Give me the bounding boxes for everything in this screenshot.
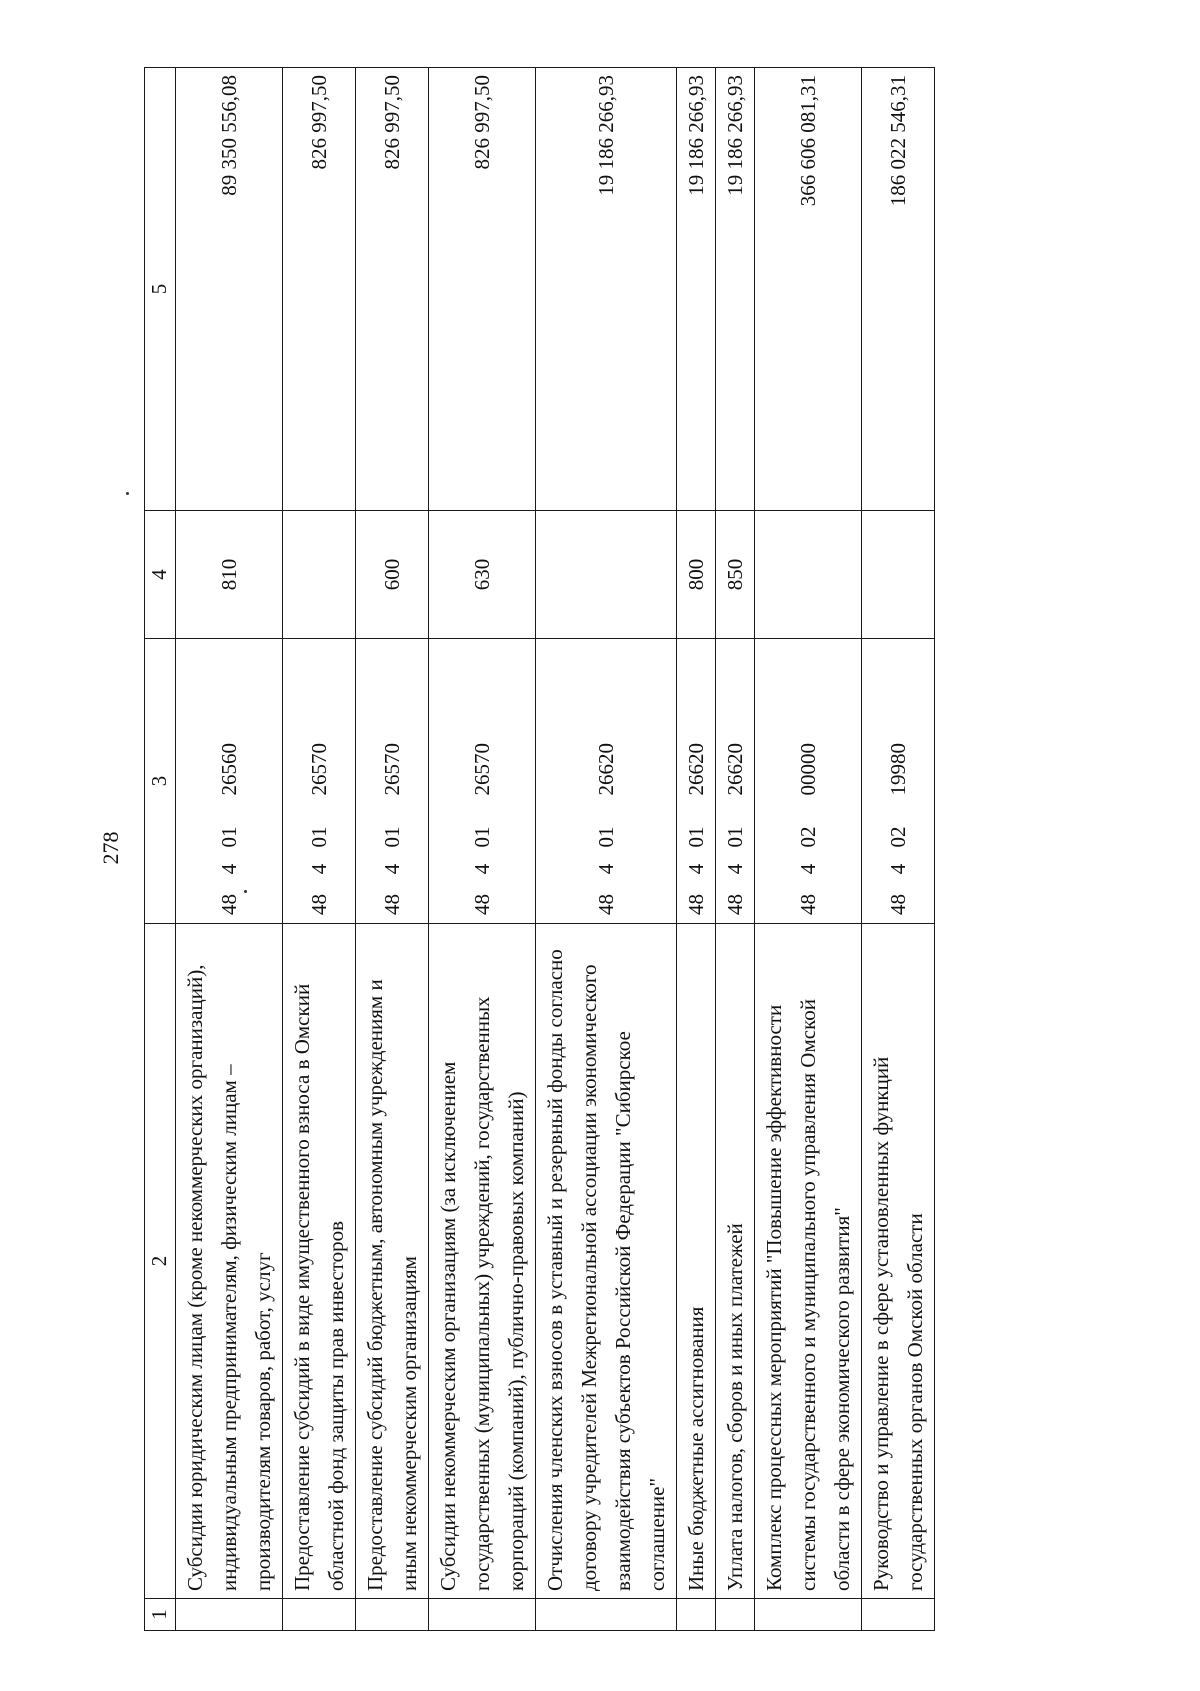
header-col-1: 1 [145,1599,176,1631]
type-code-cell [283,511,356,639]
code-part-4: 26570 [380,743,404,796]
type-code-cell: 600 [356,511,429,639]
amount-cell: 186 022 546,31 [862,68,935,511]
row-index-cell [536,1599,677,1631]
table-row [356,68,429,1631]
code-part-4: 26570 [470,743,494,796]
code-part-1: 48 [886,894,910,915]
code-part-4: 26620 [723,743,747,796]
code-part-4: 26620 [594,743,618,796]
code-cell [429,639,536,924]
code-part-3: 01 [380,826,404,848]
description-cell: Руководство и управление в сфере установленных функций государственных органов Омской области [862,924,935,1599]
description-cell: Комплекс процессных мероприятий "Повышение эффективности системы государственного и муниципального управления Омской области в сфере экономического развития" [755,924,862,1599]
code-part-1: 48 [307,894,331,915]
code-part-2: 4 [684,863,708,875]
row-index-cell [716,1599,755,1631]
code-part-2: 4 [796,863,820,875]
table-row [716,68,755,1631]
row-index-cell [755,1599,862,1631]
type-code-cell: 850 [716,511,755,639]
row-index-cell [862,1599,935,1631]
code-part-3: 01 [723,826,747,848]
code-cell [176,639,283,924]
code-part-1: 48 [217,894,241,915]
code-part-2: 4 [470,863,494,875]
code-part-2: 4 [380,863,404,875]
code-cell [755,639,862,924]
code-part-2: 4 [217,863,241,875]
code-part-4: 19980 [886,743,910,796]
page-number-text: 278 [98,831,123,865]
code-part-3: 01 [684,826,708,848]
type-code-cell [862,511,935,639]
code-part-1: 48 [380,894,404,915]
budget-table [144,67,935,1631]
code-part-3: 01 [594,826,618,848]
code-part-3: 01 [307,826,331,848]
code-part-1: 48 [684,894,708,915]
code-part-3: 01 [217,826,241,848]
header-col-5: 5 [145,68,176,511]
code-cell [536,639,677,924]
code-part-1: 48 [796,894,820,915]
code-part-1: 48 [723,894,747,915]
row-index-cell [356,1599,429,1631]
amount-cell: 89 350 556,08 [176,68,283,511]
amount-cell: 19 186 266,93 [536,68,677,511]
code-part-2: 4 [594,863,618,875]
row-index-cell [677,1599,716,1631]
description-cell: Предоставление субсидий бюджетным, автономным учреждениям и иным некоммерческим организациям [356,924,429,1599]
code-part-1: 48 [594,894,618,915]
page-number [96,818,126,878]
description-cell: Уплата налогов, сборов и иных платежей [716,924,755,1599]
row-index-cell [283,1599,356,1631]
code-part-3: 02 [796,826,820,848]
code-cell [677,639,716,924]
table-row [283,68,356,1631]
table-row [862,68,935,1631]
amount-cell: 366 606 081,31 [755,68,862,511]
description-cell: Отчисления членских взносов в уставный и резервный фонды согласно договору учредителей Межрегиональной ассоциации экономического взаимодействия субъектов Российской Федерации "Сибирское соглашение" [536,924,677,1599]
table-row [755,68,862,1631]
description-cell: Предоставление субсидий в виде имущественного взноса в Омский областной фонд защиты прав инвесторов [283,924,356,1599]
code-part-2: 4 [723,863,747,875]
type-code-cell: 810 [176,511,283,639]
type-code-cell [536,511,677,639]
table-row [677,68,716,1631]
amount-cell: 826 997,50 [429,68,536,511]
table-header-row [145,68,176,1631]
code-part-2: 4 [307,863,331,875]
code-part-4: 00000 [796,743,820,796]
code-part-3: 01 [470,826,494,848]
row-index-cell [176,1599,283,1631]
type-code-cell: 630 [429,511,536,639]
code-cell [356,639,429,924]
code-cell [862,639,935,924]
type-code-cell [755,511,862,639]
header-col-3: 3 [145,639,176,924]
scan-speck [126,492,129,495]
code-part-4: 26620 [684,743,708,796]
description-cell: Субсидии юридическим лицам (кроме некоммерческих организаций), индивидуальным предпринимателям, физическим лицам – производителям товаров, работ, услуг [176,924,283,1599]
code-part-3: 02 [886,826,910,848]
budget-table-container [144,68,989,1631]
table-row [176,68,283,1631]
header-col-2: 2 [145,924,176,1599]
code-part-4: 26570 [307,743,331,796]
code-part-1: 48 [470,894,494,915]
row-index-cell [429,1599,536,1631]
code-part-4: 26560 [217,743,241,796]
code-part-2: 4 [886,863,910,875]
code-cell [283,639,356,924]
table-row [429,68,536,1631]
table-row [536,68,677,1631]
amount-cell: 826 997,50 [356,68,429,511]
code-cell [716,639,755,924]
header-col-4: 4 [145,511,176,639]
amount-cell: 19 186 266,93 [677,68,716,511]
description-cell: Субсидии некоммерческим организациям (за исключением государственных (муниципальных) учреждений, государственных корпораций (компаний), публично-правовых компаний) [429,924,536,1599]
type-code-cell: 800 [677,511,716,639]
amount-cell: 826 997,50 [283,68,356,511]
description-cell: Иные бюджетные ассигнования [677,924,716,1599]
amount-cell: 19 186 266,93 [716,68,755,511]
